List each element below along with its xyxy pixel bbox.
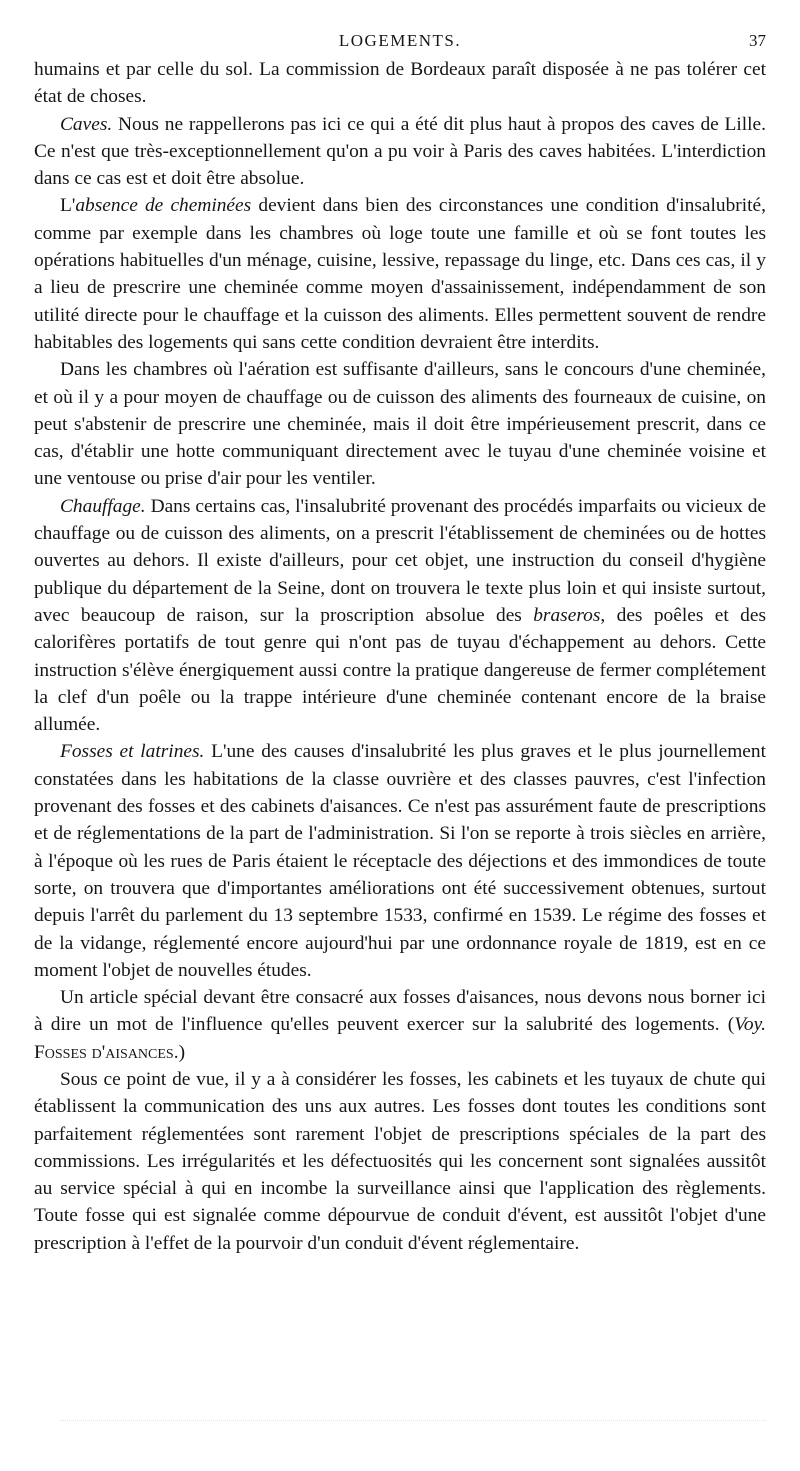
paragraph-article-special (34, 984, 766, 1066)
section-lead-chauffage: Chauffage. (60, 495, 146, 517)
paragraph-chambres (34, 356, 766, 492)
paragraph-text: , des poêles et des calorifères portatifs de tout genre qui n'ont pas de tuyau d'échappement au dehors. Cette instruction s'élève énergiquement aussi contre la pratique dangereuse de fermer complétement la clef d'un poêle ou la trappe intérieure d'une cheminée contenant encore de la braise allumée. (34, 604, 766, 736)
paragraph-chauffage (34, 493, 766, 739)
running-title: LOGEMENTS. (338, 31, 462, 50)
faint-bleed-through (60, 1420, 766, 1441)
paragraph-text: L'une des causes d'insalubrité les plus graves et le plus journellement constatées dans les habitations de la classe ouvrière et des classes pauvres, c'est l'infection provenant des fosses et des cabinets d'aisances. Ce n'est pas assurément faute de prescriptions et de réglementations de la part de l'administration. Si l'on se reporte à trois siècles en arrière, à l'époque où les rues de Paris étaient le réceptacle des déjections et des immondices de toute sorte, on trouvera que d'importantes améliorations ont été successivement obtenues, surtout depuis l'arrêt du parlement du 13 septembre 1533, confirmé en 1539. Le régime des fosses et de la vidange, réglementé encore aujourd'hui par une ordonnance royale de 1819, est en ce moment l'objet de nouvelles études. (34, 741, 766, 981)
paragraph-text: devient dans bien des circonstances une condition d'insalubrité, comme par exemple dans les chambres où loge toute une famille et où se font toutes les opérations habituelles d'un ménage, cuisine, lessive, repassage du linge, etc. Dans ces cas, il y a lieu de prescrire une cheminée comme moyen d'assainissement, indépendamment de son utilité directe pour le chauffage et la cuisson des aliments. Elles permettent souvent de rendre habitables des logements qui sans cette condition devraient être interdits. (34, 195, 766, 353)
paragraph-point-de-vue (34, 1066, 766, 1257)
paragraph-text: Sous ce point de vue, il y a à considérer les fosses, les cabinets et les tuyaux de chute qui établissent la communication des uns aux autres. Les fosses dont toutes les conditions sont parfaitement réglementées sont rarement l'objet de prescriptions spéciales de la part des commissions. Les irrégularités et les défectuosités qui les concernent sont signalées aussitôt au service spécial à qui en incombe la surveillance ainsi que l'application des règlements. Toute fosse qui est signalée comme dépourvue de conduit d'évent, est aussitôt l'objet d'une prescription à l'effet de la pourvoir d'un conduit d'évent réglementaire. (34, 1068, 766, 1254)
section-lead-cheminees: absence de cheminées (75, 195, 252, 217)
paragraph-prefix: L' (60, 195, 76, 217)
paragraph-fosses-latrines (34, 738, 766, 984)
paragraph-continuation (34, 56, 766, 111)
paragraph-text: Dans les chambres où l'aération est suffisante d'ailleurs, sans le concours d'une cheminée, et où il y a pour moyen de chauffage ou de cuisson des aliments des fourneaux de cuisine, on peut s'abstenir de prescrire une cheminée, mais il doit être impérieusement prescrit, dans ce cas, d'établir une hotte communiquant directement avec le tuyau d'une cheminée voisine et une ventouse ou prise d'air pour les ventiler. (34, 359, 766, 490)
paragraph-text: .) (173, 1041, 186, 1063)
paragraph-caves (34, 111, 766, 193)
page-number: 37 (749, 31, 766, 50)
cross-reference-target: Fosses d'aisances (34, 1041, 174, 1063)
cross-reference-voy: Voy. (734, 1014, 766, 1036)
paragraph-absence-cheminees (34, 192, 766, 356)
section-lead-fosses: Fosses et latrines. (60, 741, 205, 763)
paragraph-text: Nous ne rappellerons pas ici ce qui a été dit plus haut à propos des caves de Lille. Ce n'est que très-exceptionnellement qu'on a pu voir à Paris des caves habitées. L'interdiction dans ce cas est et doit être absolue. (34, 113, 766, 190)
paragraph-text: humains et par celle du sol. La commission de Bordeaux paraît disposée à ne pas tolérer cet état de choses. (34, 59, 766, 108)
book-page (34, 26, 766, 1257)
paragraph-text: Dans certains cas, l'insalubrité provenant des procédés imparfaits ou vicieux de chauffage ou de cuisson des aliments, on a prescrit l'établissement de cheminées ou de hottes ouvertes au dehors. Il existe d'ailleurs, pour cet objet, une instruction du conseil d'hygiène publique du département de la Seine, dont on trouvera le texte plus loin et qui insiste surtout, avec beaucoup de raison, sur la proscription absolue des (34, 495, 766, 626)
section-lead-caves: Caves. (60, 113, 113, 135)
paragraph-text: Un article spécial devant être consacré aux fosses d'aisances, nous devons nous borner ici à dire un mot de l'influence qu'elles peuvent exercer sur la salubrité des logements. ( (34, 987, 766, 1036)
emphasis-braseros: braseros (533, 604, 601, 626)
running-header (34, 26, 766, 56)
